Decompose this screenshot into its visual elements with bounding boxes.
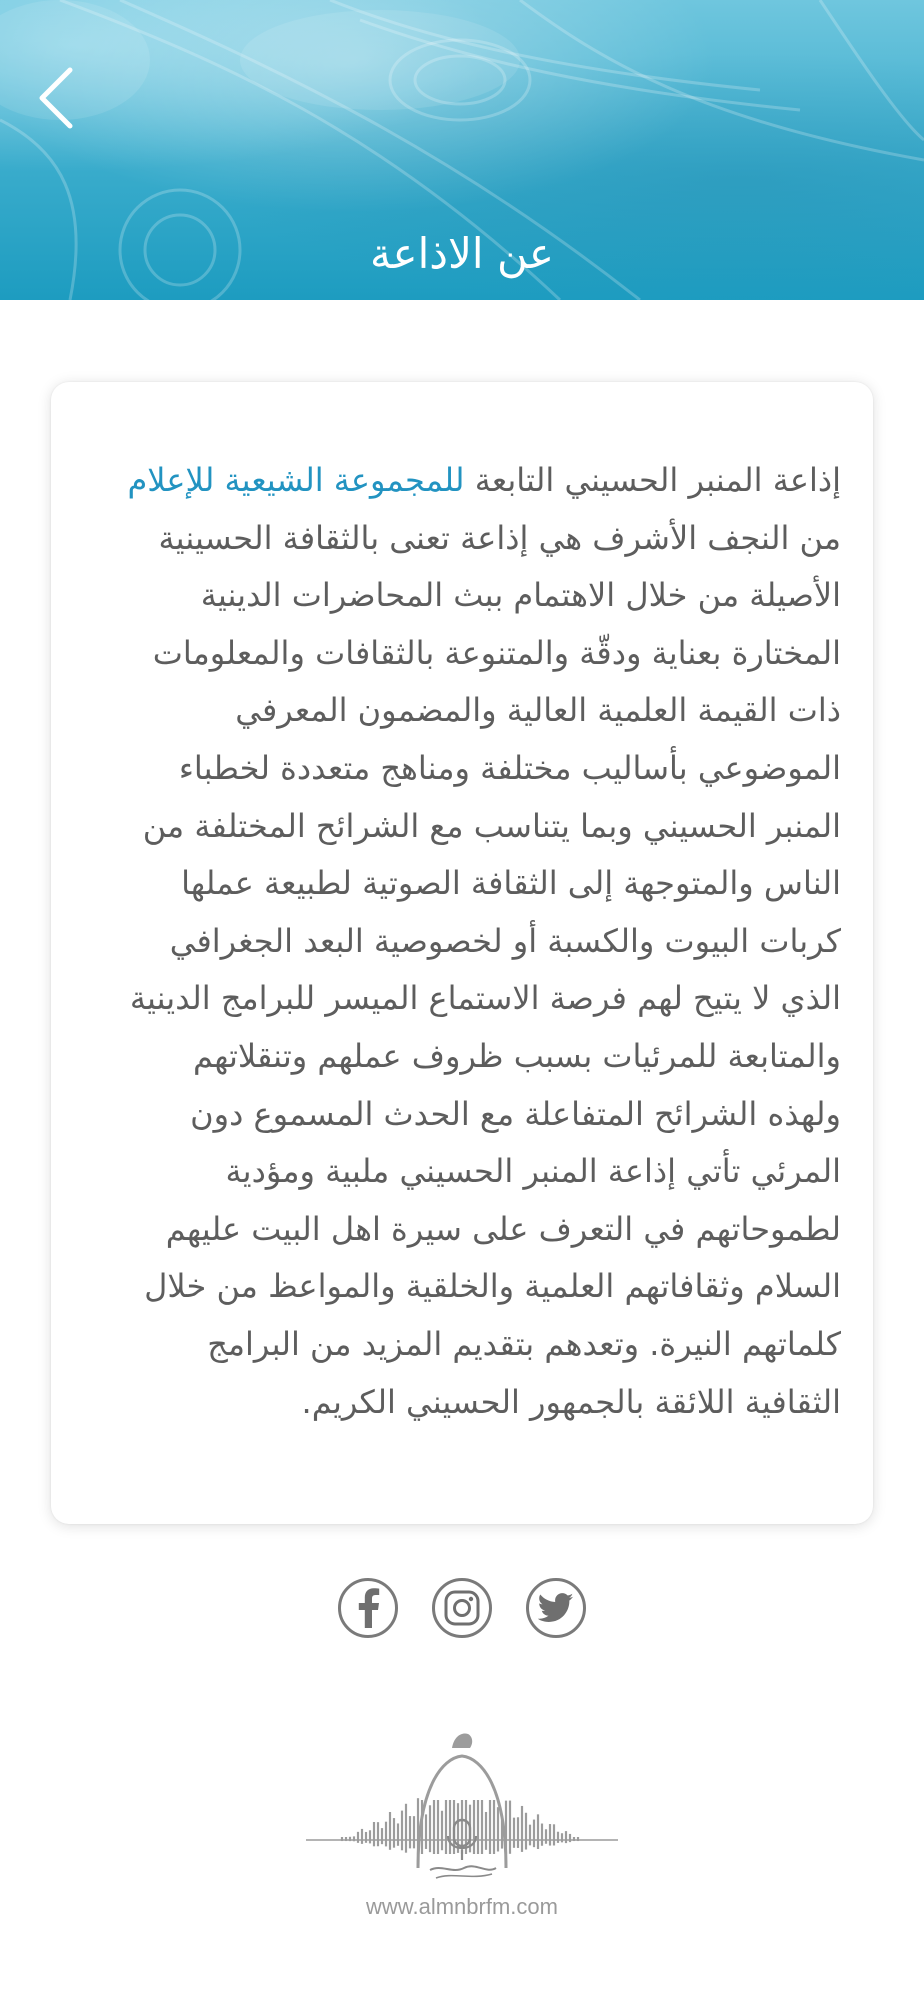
about-line: الناس والمتوجهة إلى الثقافة الصوتية لطبيعة عملها bbox=[181, 864, 841, 903]
facebook-icon bbox=[355, 1588, 381, 1628]
about-line: كلماتهم النيرة. وتعدهم بتقديم المزيد من البرامج bbox=[207, 1324, 841, 1363]
about-card bbox=[51, 382, 873, 1524]
header-banner bbox=[0, 0, 924, 300]
about-line bbox=[83, 452, 841, 510]
about-line: الثقافية اللائقة بالجمهور الحسيني الكريم. bbox=[301, 1382, 841, 1421]
social-links bbox=[0, 1578, 924, 1638]
about-line: ذات القيمة العلمية العالية والمضمون المعرفي bbox=[235, 691, 841, 730]
facebook-button[interactable] bbox=[338, 1578, 398, 1638]
instagram-icon bbox=[444, 1590, 480, 1626]
about-line: المرئي تأتي إذاعة المنبر الحسيني ملبية ومؤدية bbox=[225, 1152, 841, 1191]
about-line: المنبر الحسيني وبما يتناسب مع الشرائح المختلفة من bbox=[142, 806, 841, 845]
about-line: لطموحاتهم في التعرف على سيرة اهل البيت عليهم bbox=[165, 1209, 841, 1248]
about-line: ولهذه الشرائح المتفاعلة مع الحدث المسموع دون bbox=[190, 1094, 841, 1133]
about-line: الذي لا يتيح لهم فرصة الاستماع الميسر للبرامج الدينية bbox=[129, 979, 841, 1018]
twitter-icon bbox=[538, 1593, 574, 1623]
about-line: المختارة بعناية ودقّة والمتنوعة بالثقافات والمعلومات bbox=[152, 633, 841, 672]
about-line: والمتابعة للمرئيات بسبب ظروف عملهم وتنقلاتهم bbox=[192, 1036, 841, 1075]
about-text bbox=[83, 452, 841, 1431]
back-button[interactable] bbox=[28, 64, 84, 132]
about-line-text: إذاعة المنبر الحسيني التابعة bbox=[464, 461, 841, 499]
chevron-left-icon bbox=[36, 67, 76, 129]
twitter-button[interactable] bbox=[526, 1578, 586, 1638]
about-line: السلام وثقافاتهم العلمية والخلقية والمواعظ من خلال bbox=[144, 1267, 841, 1306]
instagram-button[interactable] bbox=[432, 1578, 492, 1638]
about-line: من النجف الأشرف هي إذاعة تعنى بالثقافة الحسينية bbox=[158, 518, 841, 557]
about-line: كربات البيوت والكسبة أو لخصوصية البعد الجغرافي bbox=[169, 921, 841, 960]
about-line: الأصيلة من خلال الاهتمام ببث المحاضرات الدينية bbox=[200, 576, 841, 615]
radio-logo bbox=[302, 1728, 622, 1888]
about-line: الموضوعي بأساليب مختلفة ومناهج متعددة لخطباء bbox=[178, 748, 841, 787]
website-url: www.almnbrfm.com bbox=[366, 1894, 558, 1919]
organization-link[interactable]: للمجموعة الشيعية للإعلام bbox=[127, 461, 465, 499]
page-title: عن الاذاعة bbox=[370, 229, 554, 278]
